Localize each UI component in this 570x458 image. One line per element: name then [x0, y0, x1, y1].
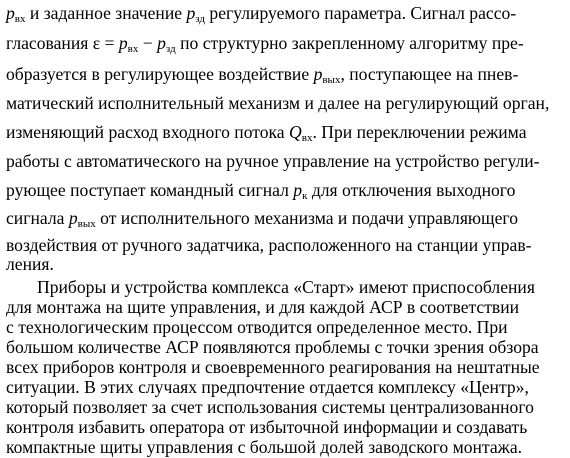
- text-line-4: [6, 92, 549, 114]
- text-segment: . При переключении режима: [312, 122, 527, 142]
- text-segment: для монтажа на щите управления, и для каждой АСР в соответствии: [6, 297, 520, 317]
- text-line-10: [6, 253, 54, 275]
- text-segment: с технологическим процессом отводится определенное место. При: [6, 317, 508, 337]
- text-line-17: [6, 396, 534, 418]
- symbol-p-vyx: $p_{вых}$: [313, 64, 341, 86]
- symbol-p-vyx: $p_{вых}$: [68, 208, 96, 230]
- text-segment: компактные щиты управления с большой долей заводского монтажа.: [6, 437, 523, 457]
- text-line-5: [6, 121, 527, 143]
- text-line-19: [6, 436, 522, 458]
- text-segment: матический исполнительный механизм и далее на регулирующий орган,: [6, 93, 550, 113]
- text-line-16: [6, 376, 529, 398]
- text-segment: рующее поступает командный сигнал: [6, 180, 289, 200]
- symbol-p-k: $p_к$: [293, 180, 308, 202]
- text-segment: Приборы и устройства комплекса «Старт» имеют приспособления: [37, 277, 535, 297]
- symbol-p-zd: $p_{зд}$: [186, 3, 206, 25]
- text-segment: сигнала: [6, 208, 65, 228]
- text-segment: гласования: [6, 33, 89, 53]
- text-line-7: [6, 179, 515, 201]
- text-segment: ситуации. В этих случаях предпочтение отдается комплексу «Центр»,: [6, 377, 529, 397]
- text-segment: большом количестве АСР появляются проблемы с точки зрения обзора: [6, 337, 539, 357]
- text-segment: , поступающее на пнев-: [340, 64, 519, 84]
- text-segment: воздействия от ручного задатчика, расположенного на станции управ-: [6, 235, 532, 255]
- text-line-14: [6, 336, 539, 358]
- text-segment: для отключения выходного: [311, 180, 516, 200]
- symbol-p-vx: $p_{вх}$: [6, 3, 26, 25]
- text-line-11: [6, 276, 535, 298]
- text-segment: и заданное значение: [29, 3, 183, 23]
- text-segment: контроля избавить оператора от избыточной информации и создавать: [6, 417, 528, 437]
- text-segment: ления.: [6, 254, 54, 274]
- text-line-3: [6, 63, 518, 85]
- text-line-2: [6, 32, 524, 54]
- text-line-13: [6, 316, 508, 338]
- text-segment: от исполнительного механизма и подачи управляющего: [100, 208, 518, 228]
- text-segment: по структурно закрепленному алгоритму пре-: [180, 33, 524, 53]
- text-line-18: [6, 416, 527, 438]
- mismatch-formula: $\varepsilon = p_{вх} - p_{зд}$: [92, 33, 176, 55]
- text-segment: образуется в регулирующее воздействие: [6, 64, 310, 84]
- text-segment: работы с автоматического на ручное управление на устройство регули-: [6, 151, 540, 171]
- text-segment: регулируемого параметра. Сигнал рассо-: [209, 3, 517, 23]
- text-line-9: [6, 234, 532, 256]
- text-segment: всех приборов контроля и своевременного реагирования на нештатные: [6, 357, 540, 377]
- text-line-12: [6, 296, 519, 318]
- text-line-8: [6, 207, 518, 229]
- text-segment: изменяющий расход входного потока: [6, 122, 285, 142]
- symbol-q-vx: $Q_{вх}$: [289, 122, 313, 144]
- text-line-1: [6, 2, 516, 24]
- text-line-6: [6, 150, 540, 172]
- text-segment: который позволяет за счет использования системы централизованного: [6, 397, 534, 417]
- text-line-15: [6, 356, 540, 378]
